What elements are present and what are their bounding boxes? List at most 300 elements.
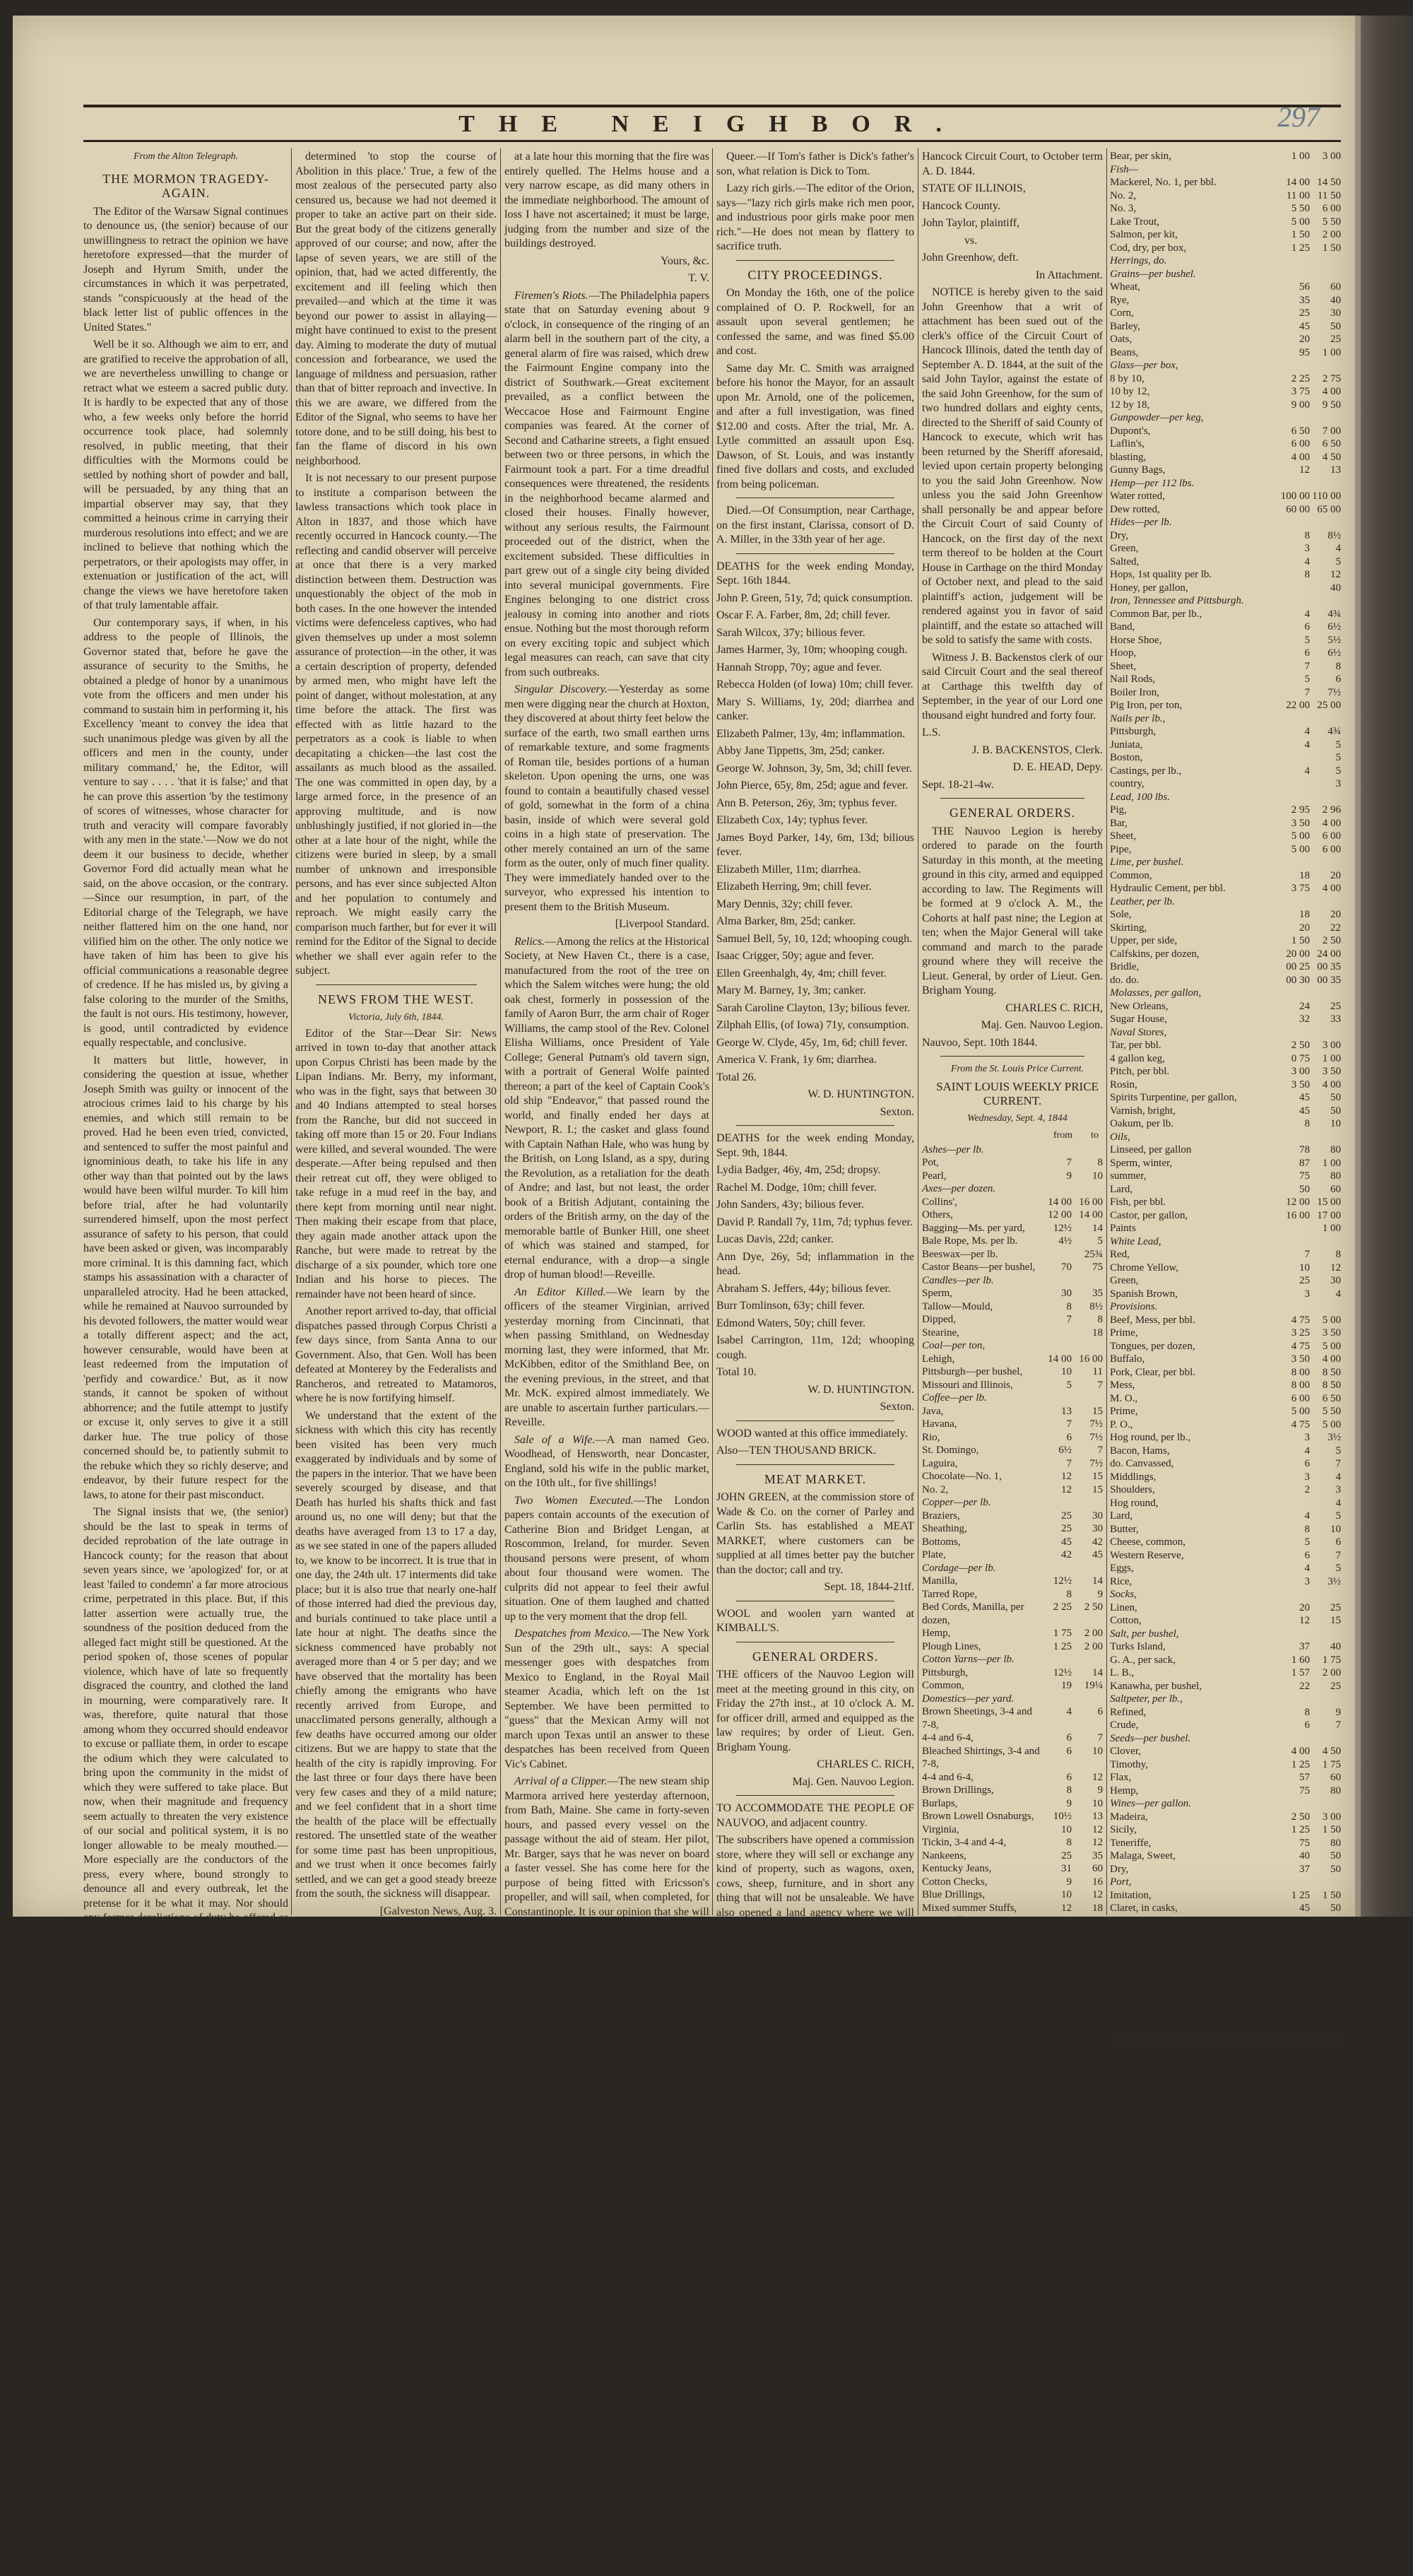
- price-item: Cheese, common,: [1110, 1536, 1186, 1548]
- price-to: [1310, 1732, 1341, 1746]
- price-row: [922, 1771, 1103, 1784]
- news-item: [504, 935, 709, 1283]
- price-row: [922, 1745, 1103, 1771]
- bank-row: [1110, 2380, 1341, 2393]
- price-from: 12: [1061, 1902, 1072, 1914]
- article-title: Great Fire in Cincinnati.: [305, 1922, 418, 1934]
- price-item: Saleratus, Western,: [922, 2006, 1003, 2018]
- paragraph: The Editor of the Warsaw Signal continues to denounce us, (the senior) because of our unwillingness to retract the opinion we have heretofore expressed—that the murder of Joseph and Hyrum Smith, under the circumstances in which it was perpetrated, stands "conspicuously at the head of the black letter list of public offences in the United States.": [83, 205, 288, 334]
- price-to: 16: [1092, 1876, 1103, 1888]
- bank-rate: [1299, 2275, 1341, 2288]
- news-item: [504, 1433, 709, 1491]
- price-to: [1310, 1235, 1341, 1249]
- price-row: [1110, 1954, 1341, 1968]
- advertisement-date: Sept. 18, 1844-21tf.: [824, 1581, 914, 1593]
- price-row: [922, 2045, 1103, 2059]
- price-to: 1 50: [1322, 1889, 1341, 1901]
- price-row: [1110, 1680, 1341, 1693]
- price-from: [1041, 1915, 1072, 1928]
- price-to: 50: [1330, 1863, 1341, 1875]
- price-from: 12: [1299, 464, 1310, 476]
- price-from: 8: [1066, 1300, 1072, 1312]
- bank-row: [1110, 2367, 1341, 2380]
- price-to: 35: [1092, 1849, 1103, 1862]
- price-to: 42: [1092, 1536, 1103, 1548]
- price-to: 14: [1092, 1666, 1103, 1678]
- price-to: [1310, 254, 1341, 268]
- price-item: Castor Beans—per bushel,: [922, 1261, 1036, 1273]
- price-item: Flax,: [1110, 1772, 1132, 1783]
- price-item: Clover,: [1110, 1746, 1141, 1757]
- price-to: 25¾: [1084, 1248, 1103, 1260]
- price-to: 10: [1092, 1170, 1103, 1182]
- price-to: 12: [1092, 2372, 1103, 2384]
- column-6: [1110, 150, 1341, 2575]
- price-to: 7: [1097, 2085, 1103, 2097]
- news-item-text: —The Philadelphia papers state that on Saturday evening about 9 o'clock, in consequence of the ringing of an alarm bell in the southern part of the city, a general alarm of fire was raised, which drew the Fairmount Engine company into the district of Southwark.—Great excitement prevailed, as a conflict between the Weccacoe Hose and Fairmount Engine companies was feared. At the corner of Second and Catharine streets, a fight ensued between two or three persons, in which the Fairmount took a part. For a time dreadful consequences were threatened, the residents in the neighborhood became alarmed and closed their houses. Finally however, without any serious results, the Fairmount proceeded out of the district, when the excitement subsided. These difficulties in part grew out of a single city being divided into several municipal governments. Fire Engines belonging to one district cross jealousy in coming into another and riots ensue. Nothing but the most thorough reform on every exciting topic and subject which legal measures can reach, can save that city from such outbreaks.: [504, 289, 709, 678]
- price-from: 12½: [1053, 1575, 1072, 1587]
- prices-table: [922, 1143, 1103, 2556]
- price-item: Cream Tartar,: [922, 2098, 981, 2110]
- paragraph: Abraham S. Jeffers, 44y; bilious fever.: [716, 1282, 891, 1295]
- price-item: Epsom Salts,: [922, 2072, 978, 2083]
- signature: WADE & CO.: [849, 2040, 914, 2052]
- price-to: 1 00: [1322, 346, 1341, 358]
- price-item: Lehigh,: [922, 1353, 955, 1365]
- price-row: [922, 2490, 1103, 2503]
- price-item: Virginia,: [922, 1823, 959, 1835]
- price-item: Deer shaves, per lb.,: [922, 2425, 1009, 2437]
- price-to: 8: [1097, 1157, 1103, 1168]
- price-row: [922, 1274, 1103, 1288]
- price-from: 40: [1061, 2268, 1072, 2280]
- price-row: [922, 2071, 1103, 2085]
- price-item: Hoop,: [1110, 647, 1137, 659]
- price-to: 15: [1092, 1483, 1103, 1495]
- price-from: 6: [1304, 1719, 1310, 1731]
- price-item: Coal—per ton,: [922, 1340, 986, 1351]
- price-to: 6: [1335, 1536, 1341, 1548]
- price-from: 5: [1066, 2059, 1072, 2071]
- price-item: Dry,: [1110, 529, 1129, 541]
- paragraph: James Harmer, 3y, 10m; whooping cough.: [716, 644, 908, 656]
- price-from: 9: [1066, 1170, 1072, 1182]
- paragraph: Ellen Greenhalgh, 4y, 4m; chill fever.: [716, 967, 887, 980]
- price-to: 4 50: [1322, 1915, 1341, 1927]
- price-from: [1041, 2399, 1072, 2412]
- price-to: 3 50: [1084, 2216, 1103, 2228]
- bank-rate: 1 dis.: [1318, 2459, 1341, 2470]
- price-to: 2 75: [1084, 2046, 1103, 2057]
- price-to: 5: [1335, 1510, 1341, 1522]
- price-item: Wool—per lb.: [1110, 1941, 1169, 1953]
- price-from: 1 50: [1291, 935, 1310, 946]
- price-from: 25: [1061, 1510, 1072, 1522]
- price-row: [922, 2516, 1103, 2529]
- price-row: [1110, 1876, 1341, 1889]
- news-item-text: [Liverpool Standard.: [615, 918, 709, 930]
- bank-name: N. York and N. England Banks: [1110, 2419, 1241, 2431]
- price-row: [922, 2281, 1103, 2294]
- handwritten-page-number: 297: [1277, 101, 1320, 133]
- price-to: 4 25: [1084, 2203, 1103, 2214]
- price-item: Rye,: [922, 2229, 942, 2240]
- price-to: 50: [1330, 1105, 1341, 1117]
- bank-name: do Branches: [1110, 2145, 1163, 2156]
- article-dateline: Victoria, July 6th, 1844.: [348, 1012, 444, 1023]
- bank-name: County Warrants: [1110, 2171, 1182, 2182]
- price-from: [1041, 1143, 1072, 1157]
- price-to: 6½: [1328, 647, 1341, 659]
- paragraph: Lucas Davis, 22d; canker.: [716, 1233, 834, 1245]
- paragraph: George W. Johnson, 3y, 5m, 3d; chill fever.: [716, 762, 912, 775]
- price-to: 3½: [1328, 1432, 1341, 1443]
- price-row: [1110, 1222, 1341, 1235]
- price-from: 6: [1066, 1745, 1072, 1757]
- price-to: 5 00: [1322, 1314, 1341, 1326]
- price-row: [1110, 1497, 1341, 1510]
- price-from: 4: [1304, 608, 1310, 620]
- news-item-title: Relics.: [514, 935, 545, 948]
- price-from: 3 00: [1291, 1994, 1310, 2006]
- price-row: [922, 1248, 1103, 1261]
- price-to: 12: [1092, 2307, 1103, 2319]
- price-to: 3: [1335, 1484, 1341, 1495]
- price-row: [922, 1196, 1103, 1209]
- price-item: Hydraulic Cement, per bbl.: [1110, 883, 1226, 894]
- price-row: [1110, 699, 1341, 712]
- price-to: 7½: [1328, 686, 1341, 698]
- price-from: 0 75: [1291, 1052, 1310, 1064]
- price-row: [922, 2006, 1103, 2020]
- price-row: [922, 1536, 1103, 1549]
- price-item: Live Stock.: [1110, 1981, 1157, 1992]
- price-item: Java,: [922, 1405, 944, 1417]
- price-to: 5 50: [1322, 1406, 1341, 1417]
- price-to: 8 50: [1322, 1380, 1341, 1391]
- price-row: [1110, 1549, 1341, 1563]
- deaths-list: [716, 1163, 914, 1380]
- price-from: 9: [1066, 2163, 1072, 2175]
- price-from: 6 00: [1291, 438, 1310, 449]
- price-row: [922, 1993, 1103, 2006]
- price-item: Rosin,: [1110, 1078, 1137, 1090]
- price-item: Boiler Iron,: [1110, 686, 1159, 698]
- price-to: 12: [1330, 569, 1341, 580]
- price-from: [1279, 791, 1310, 804]
- price-item: Brimstone,: [922, 2059, 969, 2071]
- signature: J. B. BACKENSTOS, Clerk.: [971, 743, 1103, 756]
- price-to: 4 00: [1084, 2412, 1103, 2423]
- price-from: 45: [1299, 1902, 1310, 1914]
- bank-rate: par.: [1325, 2184, 1341, 2196]
- price-from: 5 00: [1291, 830, 1310, 842]
- price-row: [1110, 1091, 1341, 1105]
- price-row: [1110, 1405, 1341, 1418]
- price-row: [1110, 1052, 1341, 1066]
- price-to: 2 50: [1084, 1601, 1103, 1613]
- price-row: [922, 2307, 1103, 2320]
- price-to: 7½: [1089, 1431, 1103, 1443]
- price-from: 1 50: [1291, 229, 1310, 240]
- price-item: Rio,: [922, 1431, 940, 1443]
- price-to: 80: [1330, 1784, 1341, 1796]
- price-row: [1110, 1300, 1341, 1314]
- news-item-title: Arrival of a Clipper.: [514, 1775, 608, 1787]
- price-from: [1041, 1339, 1072, 1353]
- column-rule: [712, 148, 713, 1915]
- price-row: [1110, 1483, 1341, 1497]
- paragraph: Our contemporary says, if when, in his address to the people of Illinois, the Governor stated that, before he gave the assurance of security to the Smiths, he obtained a pledge of honor by a unanimous vote from the officers and men under his command to sustain him in performing it, his Excellency 'meant to convey the idea that such unanimous pledge was given by all the officers and men in the county, under military command,' he, the Editor, will venture to say . . . . 'that it is false;' and that he can prove this assertion 'by the testimony of scores of witnesses, whose character for truth and veracity will compare favorably with any men in the state.'—Now we do not deem it our business to decide, whether Governor Ford did actually mean what he said, on the above occasion, or the contrary.—Since our resumption, in part, of the Editorial charge of the Telegraph, we have neither flattered him on the one hand, nor vilified him on the other. The only notice we have taken of him has been to give his official communications a reasonable degree of credence. If he has misled us, by giving a false coloring to the murder of the Smiths, the fault is not ours. His testimony, however, is good, until contradicted by evidence equally respectable, and conclusive.: [83, 616, 288, 1049]
- price-from: 22 00: [1286, 700, 1310, 711]
- price-item: Claret, in casks,: [1110, 1902, 1178, 1914]
- price-from: [1041, 1327, 1072, 1340]
- price-to: [1310, 856, 1341, 869]
- price-to: [1072, 1182, 1103, 1196]
- price-to: 9: [1097, 1588, 1103, 1600]
- price-to: 25: [1092, 2529, 1103, 2541]
- price-to: [1072, 2189, 1103, 2203]
- price-to: 2½: [1089, 1954, 1103, 1966]
- news-item: [504, 1627, 709, 1772]
- bank-row: [1110, 2393, 1341, 2406]
- price-to: 40: [1330, 294, 1341, 306]
- price-to: [1310, 477, 1341, 490]
- price-item: Bear skins, per hide,: [922, 2412, 1009, 2423]
- bank-row: [1110, 2550, 1341, 2576]
- price-from: 23: [1061, 2425, 1072, 2437]
- price-to: 1 41: [1084, 1941, 1103, 1953]
- price-row: [922, 1353, 1103, 1366]
- price-row: [1110, 411, 1341, 425]
- price-item: Country,: [922, 2216, 959, 2228]
- price-item: Fustic,: [922, 1980, 951, 1992]
- bank-name: Pennsylvania, specie paying: [1110, 2380, 1230, 2392]
- price-from: 50: [1299, 1183, 1310, 1195]
- price-to: 3 50: [1322, 1327, 1341, 1339]
- paragraph: To the Editor of the Louisville Journal: Cincinnati, September 9th. Gentlemen:—At two o'clock this morning a fire broke out near the Broadway House, on the opposite corner, consuming some three or four houses on Broadway, and destroying to a great extent, as many more on Main street. The buildings situated on Broadway are entirely consumed, and caught but the chimneys remain to mark the spot on Market, the third floors and roof of the Columbus House, and those adjoining on the same street, were consumed. It was: [295, 1957, 497, 2143]
- price-to: 12: [1092, 1889, 1103, 1900]
- price-to: 4 00: [1322, 883, 1341, 894]
- price-from: 1 00: [1291, 151, 1310, 162]
- price-from: 8: [1304, 529, 1310, 541]
- price-to: [1072, 1915, 1103, 1928]
- price-row: [922, 1915, 1103, 1928]
- price-to: 1 50: [1084, 2294, 1103, 2306]
- price-to: 33: [1330, 1013, 1341, 1025]
- price-item: Dupont's,: [1110, 425, 1151, 437]
- price-to: 3 50: [1322, 1066, 1341, 1077]
- bank-rate: 1 dis.: [1318, 2433, 1341, 2444]
- bank-row: [1110, 2223, 1341, 2249]
- price-from: 5 00: [1291, 843, 1310, 855]
- price-item: Salmon, per kit,: [1110, 229, 1178, 240]
- price-from: [1279, 163, 1310, 177]
- price-to: 25: [1092, 2490, 1103, 2502]
- price-from: 25: [1061, 2151, 1072, 2162]
- price-to: 5: [1097, 2033, 1103, 2045]
- paragraph: Elizabeth Cox, 14y; typhus fever.: [716, 814, 868, 826]
- masthead-top-rule: [83, 105, 1341, 107]
- price-from: 2 00: [1053, 2334, 1072, 2345]
- bank-name: Arkansas Bank: [1110, 2471, 1175, 2483]
- price-row: [1110, 1379, 1341, 1392]
- bank-rate: 25 a 35 dis.: [1309, 2197, 1341, 2222]
- price-row: [1110, 503, 1341, 517]
- price-row: [922, 1496, 1103, 1510]
- price-to: 6 50: [1322, 1392, 1341, 1404]
- price-from: 19: [1061, 1680, 1072, 1691]
- news-item-text: [N. Y. Herald.: [646, 1937, 709, 1950]
- price-to: [1310, 163, 1341, 177]
- price-to: 7: [1097, 1732, 1103, 1743]
- price-item: Tickin, 3-4 and 4-4,: [922, 1837, 1007, 1848]
- price-from: 20: [1299, 922, 1310, 934]
- price-item: B. R. C.,: [922, 2334, 959, 2345]
- price-to: 4 00: [1322, 386, 1341, 397]
- price-to: 30: [1330, 307, 1341, 319]
- signature-title: Sexton.: [880, 1401, 914, 1413]
- price-item: Iron, Tennessee and Pittsburgh.: [1110, 595, 1244, 606]
- price-row: [1110, 1628, 1341, 1641]
- bank-rate: 1 dis.: [1318, 2341, 1341, 2353]
- price-from: [1279, 411, 1310, 425]
- price-row: [1110, 1968, 1341, 1981]
- price-from: 12: [1061, 1928, 1072, 1940]
- price-to: [1310, 1941, 1341, 1955]
- price-from: 31: [1061, 1863, 1072, 1874]
- article-body: [295, 150, 497, 979]
- price-from: [1279, 1628, 1310, 1641]
- price-to: 2 50: [1084, 2320, 1103, 2332]
- price-item: Pittsburgh,: [1110, 726, 1157, 737]
- price-to: [1310, 1968, 1341, 1981]
- bank-rate: 1 dis.: [1318, 2367, 1341, 2379]
- advertisement: THE officers of the Nauvoo Legion will meet at the meeting ground in this city, on Friday the 27th inst., at 10 o'clock A. M. for officer drill, armed and equipped as the law requires; by order of Lieut. Gen. Brigham Young.: [716, 1669, 914, 1753]
- price-row: [1110, 254, 1341, 268]
- price-from: 5 00: [1291, 1406, 1310, 1417]
- price-row: [1110, 987, 1341, 1000]
- price-to: 8: [1335, 1249, 1341, 1260]
- price-to: 1 00: [1322, 1052, 1341, 1064]
- price-item: Otter, per skin,: [922, 2477, 986, 2489]
- price-item: Champagne,: [1110, 1929, 1164, 1940]
- price-to: 20: [1330, 869, 1341, 881]
- price-from: [1279, 1588, 1310, 1601]
- price-item: White Lead,: [1110, 1235, 1161, 1247]
- book-binding: [1355, 16, 1413, 1917]
- price-item: Tow—per lb.: [1110, 1955, 1166, 1966]
- paragraph: Mary Dennis, 32y; chill fever.: [716, 898, 853, 910]
- bank-row: [1110, 2327, 1341, 2341]
- price-from: 14 00: [1048, 1196, 1072, 1208]
- price-from: 2 00: [1053, 1968, 1072, 1979]
- price-item: Drugs & Medicines.: [922, 1994, 1009, 2005]
- paragraph: Rachel M. Dodge, 10m; chill fever.: [716, 1181, 877, 1194]
- price-item: Candles—per lb.: [922, 1274, 994, 1286]
- price-row: [922, 1601, 1103, 1627]
- price-item: Teneriffe,: [1110, 1837, 1152, 1849]
- price-row: [922, 1640, 1103, 1654]
- price-to: 50: [1092, 2543, 1103, 2554]
- price-item: Pittsburgh—per bushel,: [922, 1366, 1023, 1377]
- price-to: [1072, 1562, 1103, 1575]
- bank-rate: par.: [1325, 2158, 1341, 2170]
- price-from: 6 00: [1291, 1392, 1310, 1404]
- price-to: 2 50: [1084, 1980, 1103, 1992]
- price-to: 80: [1330, 1837, 1341, 1849]
- price-from: 6: [1304, 647, 1310, 659]
- bank-name: Indiana Scrip: [1110, 2341, 1167, 2353]
- price-row: [1110, 869, 1341, 883]
- price-to: 6 00: [1322, 843, 1341, 855]
- price-from: 2 50: [1053, 2046, 1072, 2057]
- price-from: 2 25: [1053, 2281, 1072, 2293]
- price-row: [922, 1235, 1103, 1248]
- divider: [940, 798, 1085, 799]
- bank-row: [1110, 2406, 1341, 2419]
- price-from: [1279, 359, 1310, 372]
- price-from: 4½: [1058, 1235, 1072, 1247]
- price-row: [922, 1379, 1103, 1392]
- price-from: 8: [1066, 1837, 1072, 1848]
- price-to: 5: [1335, 1445, 1341, 1457]
- price-item: Manilla,: [922, 1575, 958, 1587]
- price-from: 2 25: [1291, 372, 1310, 384]
- orders-heading: GENERAL ORDERS.: [949, 806, 1076, 820]
- price-from: 25: [1061, 1849, 1072, 1862]
- price-from: 37: [1299, 1641, 1310, 1652]
- paragraph: It is not necessary to our present purpose to institute a comparison between the lawless transactions which took place in Alton in 1837, and those which have recently occurred in Hancock county.—The reflecting and candid observer will perceive at once that there is a very marked distinction between them. Destruction was unquestionably the object of the mob in both cases. In the one however the intended victims were defenceless captives, who had given themselves up under a most solemn assurance of protection—in the other, it was a certain description of property, defended by armed men, who might have left the point of danger, without molestation, at any time before the attack. The first was effected with as little hazard to the perpetrators as a cook is liable to when decapitating a chicken—the last cost the assailants as much blood as the assailed. The one was committed in open day, by a large armed force, in the presence of an approving multitude, and is now unblushingly justified, if not gloried in—the other at a late hour of the night, while the citizens were buried in sleep, by a small number of unknown and irresponsible persons, and has ever since subjected Alton and her population to contumely and reproach. We might easily carry the comparison much farther, but for ever it will remind for the Editor of the Signal to decide whether we shall ever again refer to the subject.: [295, 472, 497, 977]
- price-from: 2 50: [1291, 1040, 1310, 1051]
- price-from: 25: [1061, 2137, 1072, 2149]
- price-from: [1041, 1182, 1072, 1196]
- price-item: Honey, per gallon,: [1110, 582, 1188, 594]
- price-row: [1110, 1131, 1341, 1144]
- price-to: 2 00: [1084, 1628, 1103, 1639]
- price-item: Prime,: [1110, 1327, 1138, 1339]
- price-item: Buffalo,: [1110, 1353, 1145, 1365]
- price-item: Coffee—per lb.: [922, 1392, 987, 1404]
- price-row: [922, 1679, 1103, 1693]
- price-item: Linen,: [1110, 1601, 1137, 1613]
- price-item: Nankeens,: [922, 1849, 966, 1862]
- price-row: [1110, 1366, 1341, 1380]
- price-from: 6: [1066, 1771, 1072, 1783]
- price-to: [1310, 594, 1341, 608]
- price-row: [922, 1941, 1103, 1954]
- news-item-title: Singular Discovery.: [514, 683, 608, 695]
- bank-row: [1110, 2158, 1341, 2171]
- price-from: 25: [1061, 2098, 1072, 2110]
- price-to: 60: [1330, 1183, 1341, 1195]
- masthead-title: THE NEIGHBOR.: [459, 111, 966, 137]
- price-from: [1279, 1968, 1310, 1981]
- price-to: 6: [1097, 1706, 1103, 1717]
- price-from: [1279, 1980, 1310, 1994]
- price-from: 7: [1066, 1418, 1072, 1430]
- deaths-list: [716, 592, 914, 1086]
- bank-row: [1110, 2288, 1341, 2302]
- price-from: 10: [1061, 2307, 1072, 2319]
- death-notice: Died.—Of Consumption, near Carthage, on the first instant, Clarissa, consort of D. A. Miller, in the 33th year of her age.: [716, 505, 914, 546]
- prices-date: Wednesday, Sept. 4, 1844: [967, 1112, 1068, 1124]
- price-row: [1110, 490, 1341, 503]
- price-from: 3 50: [1291, 1078, 1310, 1090]
- price-row: [1110, 1170, 1341, 1183]
- price-item: Sole,: [1110, 909, 1132, 920]
- price-from: 6: [1066, 1732, 1072, 1743]
